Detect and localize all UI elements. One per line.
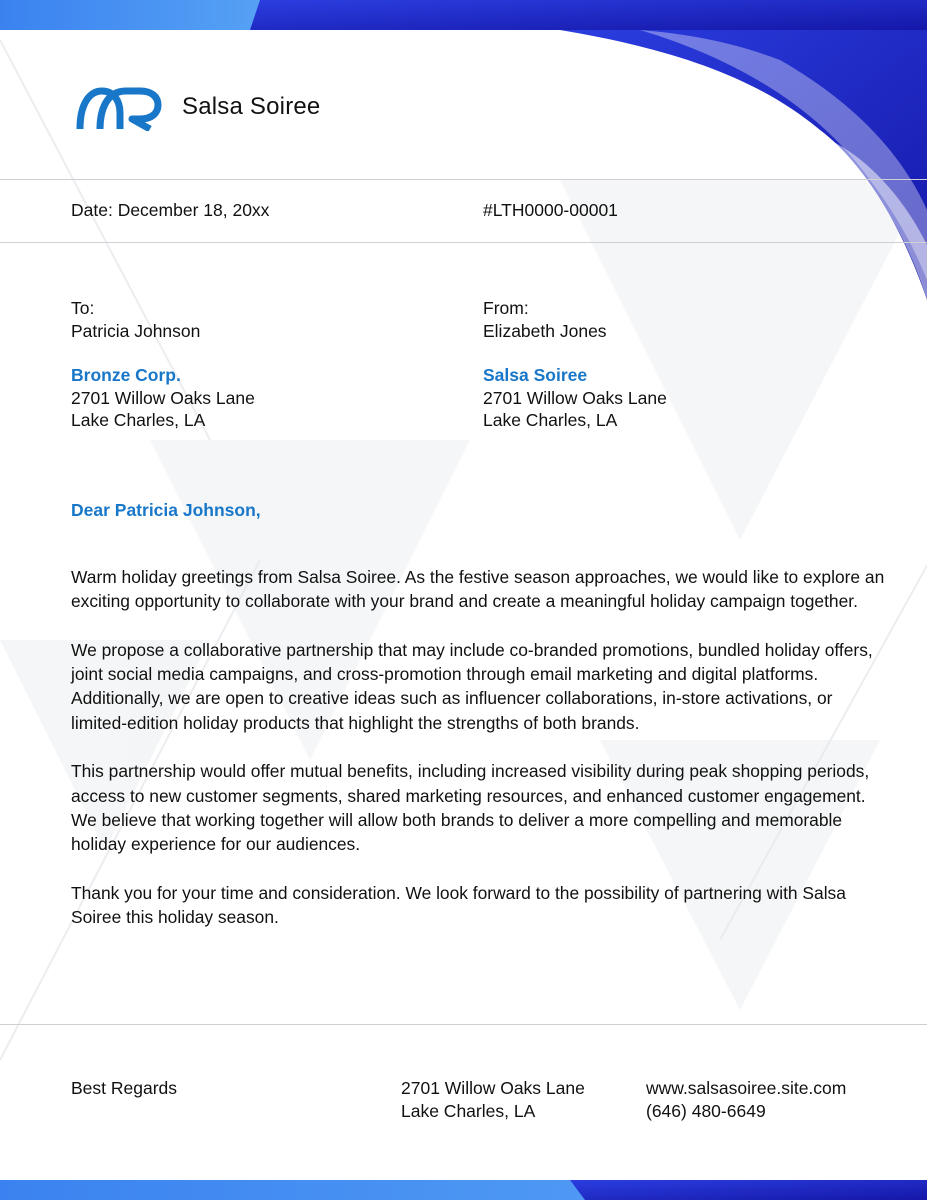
sender-address-line2: Lake Charles, LA <box>483 410 618 430</box>
recipient-name: Patricia Johnson <box>71 320 201 341</box>
top-band-dark <box>250 0 927 30</box>
salutation: Dear Patricia Johnson, <box>71 500 261 520</box>
recipient-address-line2: Lake Charles, LA <box>71 410 206 430</box>
sender-company: Salsa Soiree <box>483 365 588 385</box>
divider-footer <box>0 1024 927 1025</box>
letterhead-header <box>76 80 320 134</box>
recipient-block <box>71 297 431 432</box>
sender-address-line1: 2701 Willow Oaks Lane <box>483 387 667 408</box>
body-paragraph: This partnership would offer mutual benefits, including increased visibility during peak shopping periods, access to new customer segments, shared marketing resources, and enhanced customer engagement. We believe that working together will allow both brands to deliver a more compelling and memorable holiday experience for our audiences. <box>71 761 870 855</box>
bottom-band-dark <box>570 1180 927 1200</box>
body-paragraph: Thank you for your time and consideration. We look forward to the possibility of partnering with Salsa Soiree this holiday season. <box>71 882 846 928</box>
sender-block <box>483 297 843 432</box>
divider-meta <box>0 242 927 243</box>
sender-name: Elizabeth Jones <box>483 320 607 341</box>
letter-footer <box>0 1077 927 1137</box>
recipient-company: Bronze Corp. <box>71 365 181 385</box>
letter-meta <box>0 198 927 224</box>
letter-body <box>71 565 891 954</box>
body-paragraph: We propose a collaborative partnership that may include co-branded promotions, bundled holiday offers, joint social media campaigns, and cross-promotion through email marketing and digital platforms. Additionally, we are open to creative ideas such as influencer collaborations, in-store activations, or limited-edition holiday products that highlight the strengths of both brands. <box>71 639 873 733</box>
letter-date: Date: December 18, 20xx <box>71 200 270 220</box>
company-logo-icon <box>76 83 162 131</box>
company-name: Salsa Soiree <box>182 93 321 120</box>
footer-address-line2: Lake Charles, LA <box>401 1100 536 1121</box>
closing-text: Best Regards <box>71 1078 178 1098</box>
footer-address-line1: 2701 Willow Oaks Lane <box>401 1078 585 1098</box>
divider-top <box>0 179 927 180</box>
footer-website: www.salsasoiree.site.com <box>646 1078 847 1098</box>
reference-number: #LTH0000-00001 <box>483 200 618 220</box>
footer-phone: (646) 480-6649 <box>646 1100 766 1121</box>
body-paragraph: Warm holiday greetings from Salsa Soiree. As the festive season approaches, we would like to explore an exciting opportunity to collaborate with your brand and create a meaningful holiday campaign together. <box>71 567 885 612</box>
from-label: From: <box>483 298 529 318</box>
to-label: To: <box>71 298 95 318</box>
recipient-address-line1: 2701 Willow Oaks Lane <box>71 387 255 408</box>
